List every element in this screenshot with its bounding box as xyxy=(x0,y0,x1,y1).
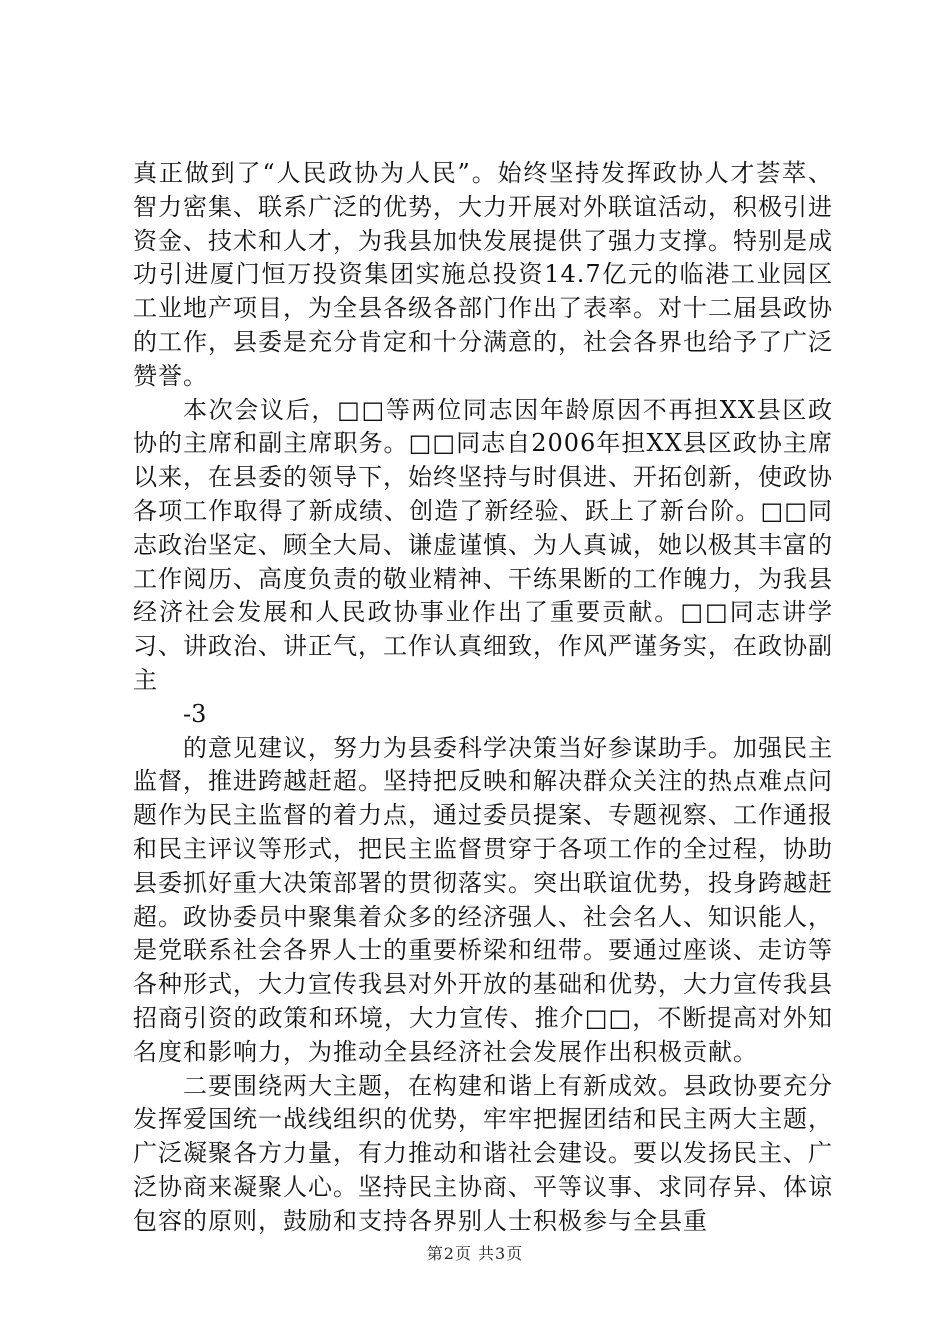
paragraph-3: 的意见建议，努力为县委科学决策当好参谋助手。加强民主监督，推进跨越赶超。坚持把反映和解决群众关注的热点难点问题作为民主监督的着力点，通过委员提案、专题视察、工作通报和民主评议等形式，把民主监督贯穿于各项工作的全过程，协助县委抓好重大决策部署的贯彻落实。突出联谊优势，投身跨越赶超。政协委员中聚集着众多的经济强人、社会名人、知识能人，是党联系社会各界人士的重要桥梁和纽带。要通过座谈、走访等各种形式，大力宣传我县对外开放的基础和优势，大力宣传我县招商引资的政策和环境，大力宣传、推介□□，不断提高对外知名度和影响力，为推动全县经济社会发展作出积极贡献。 xyxy=(133,733,833,1066)
paragraph-4: 二要围绕两大主题，在构建和谐上有新成效。县政协要充分发挥爱国统一战线组织的优势，牢牢把握团结和民主两大主题，广泛凝聚各方力量，有力推动和谐社会建设。要以发扬民主、广泛协商来凝聚人心。坚持民主协商、平等议事、求同存异、体谅包容的原则，鼓励和支持各界别人士积极参与全县重 xyxy=(133,1071,833,1235)
inline-page-number: -3 xyxy=(183,699,207,728)
paragraph-1: 真正做到了“人民政协为人民”。始终坚持发挥政协人才荟萃、智力密集、联系广泛的优势，大力开展对外联谊活动，积极引进资金、技术和人才，为我县加快发展提供了强力支撑。特别是成功引进厦门恒万投资集团实施总投资14.7亿元的临港工业园区工业地产项目，为全县各级各部门作出了表率。对十二届县政协的工作，县委是充分肯定和十分满意的，社会各界也给予了广泛赞誉。 xyxy=(133,159,833,390)
page-footer: 第2页 共3页 xyxy=(426,1244,524,1263)
paragraph-2: 本次会议后，□□等两位同志因年龄原因不再担XX县区政协的主席和副主席职务。□□同志自2006年担XX县区政协主席以来，在县委的领导下，始终坚持与时俱进、开拓创新，使政协各项工作取得了新成绩、创造了新经验、跃上了新台阶。□□同志政治坚定、顾全大局、谦虚谨慎、为人真诚，她以极其丰富的工作阅历、高度负责的敬业精神、干练果断的工作魄力，为我县经济社会发展和人民政协事业作出了重要贡献。□□同志讲学习、讲政治、讲正气，工作认真细致，作风严谨务实，在政协副主 xyxy=(133,395,833,694)
document-body xyxy=(133,157,833,1239)
